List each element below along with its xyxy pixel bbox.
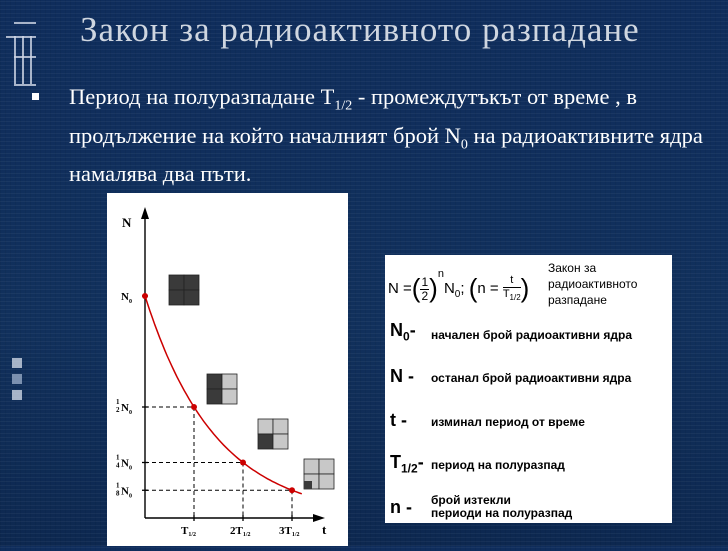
decay-chart [107,193,348,546]
legend-desc-n: останал брой радиоактивни ядра [431,371,632,385]
slide-title: Закон за радиоактивното разпадане [80,10,640,49]
svg-text:4: 4 [116,461,120,470]
svg-text:8: 8 [116,489,120,498]
svg-text:N: N [121,402,129,414]
data-point [240,460,246,466]
nuclei-block [258,419,288,449]
nuclei-block [304,459,334,489]
y-tick-label [116,398,132,416]
law-title: Закон за радиоактивното разпадане [548,261,638,307]
svg-text:0: 0 [129,410,132,416]
y-tick-label [116,454,132,472]
data-point [142,293,148,299]
svg-text:0: 0 [129,493,132,500]
svg-text:T1/2: T1/2 [181,525,197,538]
svg-text:0: 0 [129,299,132,305]
legend-panel [385,255,672,523]
nuclei-block [169,275,199,305]
decor-square [12,390,22,400]
svg-text:0: 0 [129,465,132,472]
legend-desc-n0: начален брой радиоактивни ядра [431,328,632,342]
legend-desc-t-half: период на полуразпад [431,458,565,472]
data-point [191,404,197,410]
decay-formula: N =( $\frac{1}{2}$ )$^nN_0$; (n = $\frac{t}{T_{1/2}}$ ) [388,268,530,303]
data-point [289,487,295,493]
x-axis-arrow [313,514,325,522]
svg-text:N: N [121,457,129,470]
legend-desc-n-count: брой изтекли периоди на полуразпад [431,493,573,520]
svg-text:N: N [121,291,129,303]
nuclei-block [207,374,237,404]
bullet-text: Период на полуразпадане $T_{1/2}$ - промеждутъкът от време , в продължение на който началният брой $N_0$ на радиоактивните ядра намалява два пъти. [69,84,703,186]
legend-symbol-n-count: n - [390,497,412,517]
legend-symbol-n0: $N_0-$ [390,320,416,344]
decor-square [12,358,22,368]
x-axis-label: t [322,522,327,537]
svg-text:N: N [121,485,129,498]
y-tick-label [121,291,132,305]
x-tick-label [279,525,300,538]
legend-symbol-n: N - [390,366,414,386]
svg-text:1: 1 [116,481,120,490]
svg-text:1: 1 [116,453,120,462]
y-axis-label: N [122,215,132,230]
y-axis-arrow [141,207,149,219]
bullet-item [32,82,722,188]
y-tick-label [116,481,132,499]
legend-symbol-t-half: $T_{1/2}-$ [390,452,424,476]
svg-text:3T1/2: 3T1/2 [279,525,300,538]
legend-desc-t: изминал период от време [431,415,585,429]
svg-text:1: 1 [116,398,120,406]
legend-symbol-t: t - [390,410,407,430]
svg-text:2T1/2: 2T1/2 [230,525,251,538]
x-tick-label [181,525,196,538]
bullet-marker [32,93,39,100]
svg-text:2: 2 [116,406,120,414]
x-tick-label [230,525,251,538]
decay-chart-panel [107,193,348,546]
decor-square [12,374,22,384]
